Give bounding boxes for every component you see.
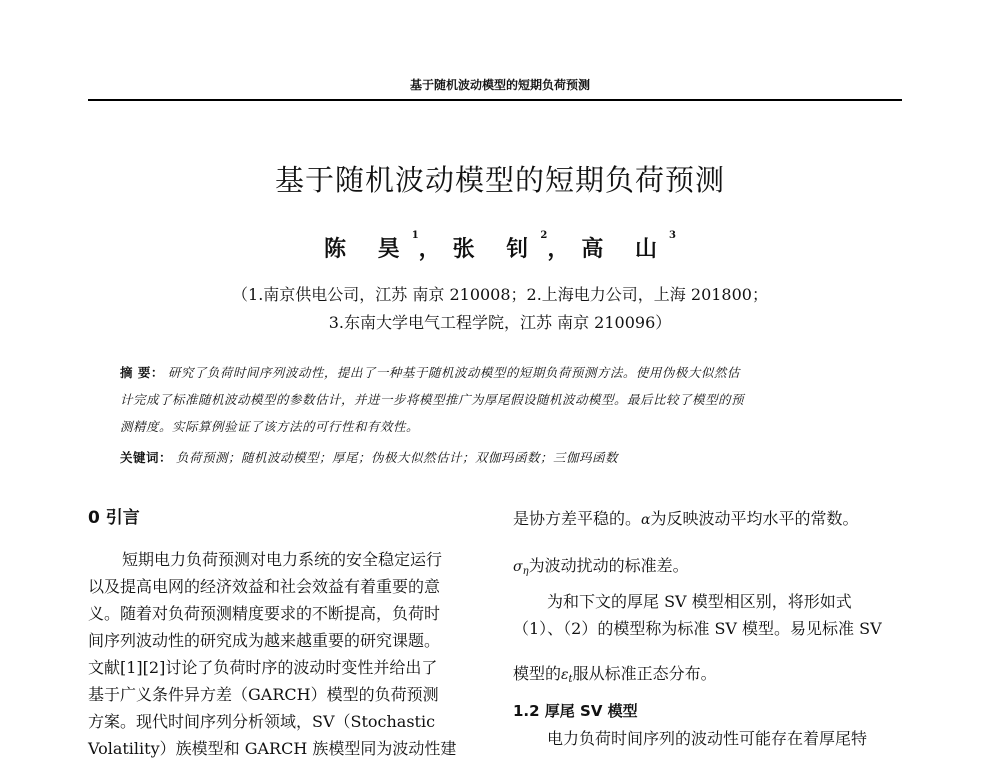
body-line: 间序列波动性的研究成为越来越重要的研究课题。 xyxy=(88,631,441,650)
keywords xyxy=(120,448,865,466)
body-text: 为波动扰动的标准差。 xyxy=(528,556,689,575)
body-line: （1）、（2）的模型称为标准 SV 模型。易见标准 SV xyxy=(513,619,882,638)
abstract-text: 研究了负荷时间序列波动性，提出了一种基于随机波动模型的短期负荷预测方法。使用伪极大似然估 xyxy=(167,365,740,380)
alpha-symbol: α xyxy=(641,512,651,528)
author-affiliation-mark: 2 xyxy=(540,230,548,241)
keywords-text: 负荷预测；随机波动模型；厚尾；伪极大似然估计；双伽玛函数；三伽玛函数 xyxy=(176,450,619,465)
body-line: 义。随着对负荷预测精度要求的不断提高，负荷时 xyxy=(88,604,441,623)
keywords-label: 关键词： xyxy=(120,450,173,465)
author-separator: ， xyxy=(547,236,582,262)
body-line: 基于广义条件异方差（GARCH）模型的负荷预测 xyxy=(88,685,439,704)
subsection-heading: 1.2 厚尾 SV 模型 xyxy=(513,702,638,720)
body-line: 电力负荷时间序列的波动性可能存在着厚尾特 xyxy=(547,729,868,748)
abstract-line: 计完成了标准随机波动模型的参数估计，并进一步将模型推广为厚尾假设随机波动模型。最后比较了模型的预 xyxy=(120,392,745,407)
body-line: 短期电力负荷预测对电力系统的安全稳定运行 xyxy=(122,550,443,569)
abstract-line xyxy=(120,359,865,386)
body-text: 是协方差平稳的。 xyxy=(513,509,642,528)
author-affiliation-mark: 1 xyxy=(411,230,419,241)
abstract xyxy=(120,359,865,440)
body-text: 服从标准正态分布。 xyxy=(572,664,717,683)
affiliation-line: （1.南京供电公司，江苏 南京 210008；2.上海电力公司，上海 201800； xyxy=(232,285,768,304)
paper-title: 基于随机波动模型的短期负荷预测 xyxy=(274,163,725,197)
author-name: 高 山 xyxy=(581,236,669,262)
body-line: Volatility）族模型和 GARCH 族模型同为波动性建 xyxy=(88,739,457,758)
running-head: 基于随机波动模型的短期负荷预测 xyxy=(409,78,590,92)
body-line xyxy=(513,552,905,582)
body-line: 方案。现代时间序列分析领域，SV（Stochastic xyxy=(88,712,436,731)
body-line xyxy=(513,660,905,690)
section-heading: 0 引言 xyxy=(88,508,140,528)
abstract-label: 摘 要： xyxy=(120,365,164,380)
author-name: 陈 昊 xyxy=(324,236,412,262)
author-name: 张 钊 xyxy=(452,236,541,262)
epsilon-subscript: t xyxy=(568,674,573,685)
abstract-line: 测精度。实际算例验证了该方法的可行性和有效性。 xyxy=(120,419,420,434)
body-line: 为和下文的厚尾 SV 模型相区别，将形如式 xyxy=(547,592,852,611)
epsilon-symbol: ε xyxy=(561,667,569,683)
author-affiliation-mark: 3 xyxy=(669,230,676,241)
right-column xyxy=(513,505,905,752)
body-text: 模型的 xyxy=(513,664,562,683)
left-column xyxy=(88,505,480,762)
body-line xyxy=(513,505,905,534)
author-separator: ， xyxy=(418,236,453,262)
sigma-subscript: η xyxy=(522,566,529,577)
body-text: 为反映波动平均水平的常数。 xyxy=(650,509,859,528)
author-list xyxy=(0,232,1000,263)
header-rule xyxy=(88,99,902,101)
affiliation-line: 3.东南大学电气工程学院，江苏 南京 210096） xyxy=(328,313,672,332)
body-line: 以及提高电网的经济效益和社会效益有着重要的意 xyxy=(88,577,441,596)
body-line: 文献[1][2]讨论了负荷时序的波动时变性并给出了 xyxy=(88,658,438,677)
sigma-symbol: σ xyxy=(513,559,523,575)
